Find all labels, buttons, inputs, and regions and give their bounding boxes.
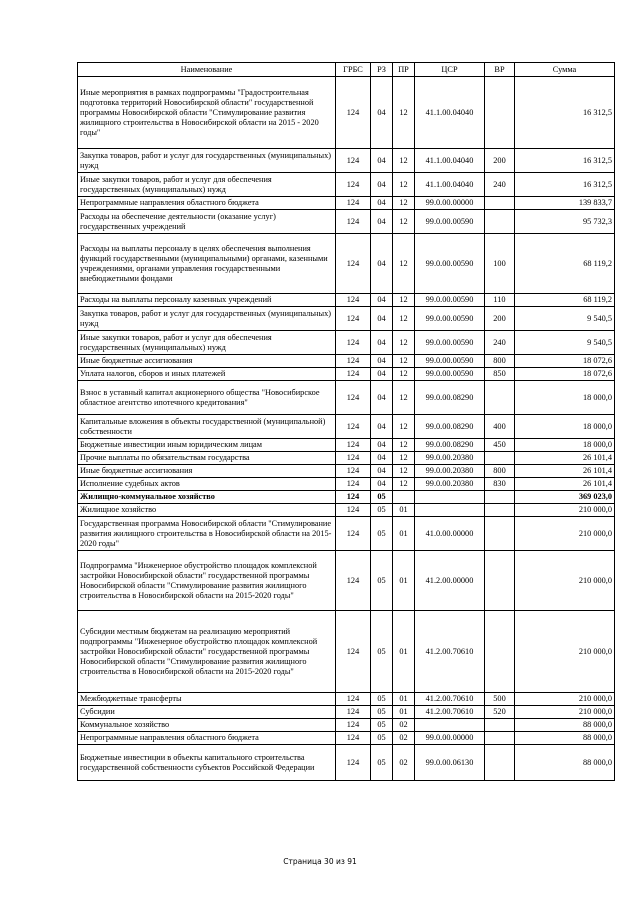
row-vr: 800 — [485, 465, 515, 478]
row-pr: 12 — [393, 234, 415, 294]
table-row — [78, 381, 615, 415]
table-row — [78, 517, 615, 551]
row-csr — [415, 719, 485, 732]
row-name: Уплата налогов, сборов и иных платежей — [78, 368, 336, 381]
row-grbs: 124 — [336, 465, 371, 478]
row-sum: 18 000,0 — [515, 381, 615, 415]
row-pr: 12 — [393, 331, 415, 355]
row-csr — [415, 504, 485, 517]
row-grbs: 124 — [336, 234, 371, 294]
row-name: Межбюджетные трансферты — [78, 693, 336, 706]
row-rz: 04 — [371, 234, 393, 294]
row-vr: 240 — [485, 331, 515, 355]
row-name: Закупка товаров, работ и услуг для государственных (муниципальных) нужд — [78, 307, 336, 331]
row-sum: 26 101,4 — [515, 478, 615, 491]
row-name: Иные бюджетные ассигнования — [78, 355, 336, 368]
row-pr: 12 — [393, 381, 415, 415]
row-pr: 12 — [393, 210, 415, 234]
table-row — [78, 693, 615, 706]
row-sum: 68 119,2 — [515, 234, 615, 294]
row-rz: 05 — [371, 693, 393, 706]
row-vr — [485, 745, 515, 781]
row-name: Бюджетные инвестиции в объекты капитального строительства государственной собственности субъектов Российской Федерации — [78, 745, 336, 781]
row-rz: 05 — [371, 611, 393, 693]
column-header: ГРБС — [336, 63, 371, 77]
row-grbs: 124 — [336, 77, 371, 149]
row-pr: 12 — [393, 294, 415, 307]
row-name: Расходы на обеспечение деятельности (оказание услуг) государственных учреждений — [78, 210, 336, 234]
row-csr: 41.2.00.00000 — [415, 551, 485, 611]
row-name: Исполнение судебных актов — [78, 478, 336, 491]
row-csr: 41.1.00.04040 — [415, 149, 485, 173]
row-sum: 18 072,6 — [515, 368, 615, 381]
table-row — [78, 368, 615, 381]
table-row — [78, 491, 615, 504]
table-row — [78, 234, 615, 294]
row-name: Непрограммные направления областного бюджета — [78, 197, 336, 210]
row-pr: 01 — [393, 504, 415, 517]
row-name: Жилищное хозяйство — [78, 504, 336, 517]
row-rz: 04 — [371, 197, 393, 210]
table-row — [78, 504, 615, 517]
row-name: Расходы на выплаты персоналу казенных учреждений — [78, 294, 336, 307]
row-sum: 210 000,0 — [515, 551, 615, 611]
row-vr — [485, 504, 515, 517]
row-pr: 02 — [393, 745, 415, 781]
row-pr: 01 — [393, 693, 415, 706]
row-vr — [485, 452, 515, 465]
row-rz: 05 — [371, 551, 393, 611]
row-vr — [485, 381, 515, 415]
row-name: Иные закупки товаров, работ и услуг для обеспечения государственных (муниципальных) нужд — [78, 173, 336, 197]
row-rz: 04 — [371, 381, 393, 415]
row-rz: 04 — [371, 439, 393, 452]
row-grbs: 124 — [336, 693, 371, 706]
row-name: Иные бюджетные ассигнования — [78, 465, 336, 478]
row-rz: 05 — [371, 504, 393, 517]
row-pr: 01 — [393, 551, 415, 611]
row-rz: 04 — [371, 331, 393, 355]
row-sum: 139 833,7 — [515, 197, 615, 210]
row-csr: 99.0.00.08290 — [415, 439, 485, 452]
row-rz: 04 — [371, 465, 393, 478]
table-row — [78, 478, 615, 491]
row-sum: 88 000,0 — [515, 745, 615, 781]
table-row — [78, 745, 615, 781]
row-vr — [485, 732, 515, 745]
row-sum: 26 101,4 — [515, 465, 615, 478]
table-row — [78, 307, 615, 331]
row-grbs: 124 — [336, 517, 371, 551]
row-csr: 41.0.00.00000 — [415, 517, 485, 551]
row-sum: 9 540,5 — [515, 331, 615, 355]
table-row — [78, 551, 615, 611]
row-vr — [485, 517, 515, 551]
row-grbs: 124 — [336, 706, 371, 719]
row-vr — [485, 77, 515, 149]
row-grbs: 124 — [336, 415, 371, 439]
row-sum: 88 000,0 — [515, 719, 615, 732]
row-csr — [415, 491, 485, 504]
row-grbs: 124 — [336, 491, 371, 504]
row-name: Иные мероприятия в рамках подпрограммы "Градостроительная подготовка территорий Новосибирской области" государственной программы Новосибирской области "Стимулирование развития жилищного строительства в Новосибирской области на 2015 - 2020 годы" — [78, 77, 336, 149]
row-vr: 850 — [485, 368, 515, 381]
column-header: РЗ — [371, 63, 393, 77]
row-grbs: 124 — [336, 611, 371, 693]
row-csr: 99.0.00.20380 — [415, 478, 485, 491]
row-name: Расходы на выплаты персоналу в целях обеспечения выполнения функций государственными (муниципальными) органами, казенными учреждениями, органами управления государственными внебюджетными фондами — [78, 234, 336, 294]
row-vr — [485, 210, 515, 234]
row-csr: 99.0.00.00000 — [415, 732, 485, 745]
row-grbs: 124 — [336, 173, 371, 197]
row-csr: 99.0.00.00590 — [415, 331, 485, 355]
row-sum: 18 000,0 — [515, 415, 615, 439]
row-pr: 01 — [393, 706, 415, 719]
row-pr: 12 — [393, 465, 415, 478]
row-pr: 12 — [393, 415, 415, 439]
row-sum: 18 072,6 — [515, 355, 615, 368]
table-row — [78, 197, 615, 210]
row-csr: 99.0.00.00590 — [415, 210, 485, 234]
table-row — [78, 77, 615, 149]
row-sum: 88 000,0 — [515, 732, 615, 745]
table-row — [78, 706, 615, 719]
row-pr: 12 — [393, 77, 415, 149]
row-name: Подпрограмма "Инженерное обустройство площадок комплексной застройки Новосибирской области" государственной программы Новосибирской области "Стимулирование развития жилищного строительства в Новосибирской области на 2015-2020 годы" — [78, 551, 336, 611]
row-rz: 04 — [371, 77, 393, 149]
row-vr — [485, 197, 515, 210]
row-vr — [485, 551, 515, 611]
row-vr: 110 — [485, 294, 515, 307]
row-sum: 18 000,0 — [515, 439, 615, 452]
column-header: ВР — [485, 63, 515, 77]
row-grbs: 124 — [336, 504, 371, 517]
row-csr: 99.0.00.20380 — [415, 452, 485, 465]
row-grbs: 124 — [336, 439, 371, 452]
row-csr: 99.0.00.00590 — [415, 368, 485, 381]
row-sum: 95 732,3 — [515, 210, 615, 234]
row-grbs: 124 — [336, 368, 371, 381]
row-grbs: 124 — [336, 551, 371, 611]
row-grbs: 124 — [336, 331, 371, 355]
row-name: Прочие выплаты по обязательствам государства — [78, 452, 336, 465]
row-vr: 450 — [485, 439, 515, 452]
row-grbs: 124 — [336, 294, 371, 307]
row-rz: 04 — [371, 210, 393, 234]
row-grbs: 124 — [336, 745, 371, 781]
row-rz: 05 — [371, 491, 393, 504]
row-vr: 500 — [485, 693, 515, 706]
row-grbs: 124 — [336, 452, 371, 465]
row-sum: 9 540,5 — [515, 307, 615, 331]
row-pr: 12 — [393, 478, 415, 491]
table-row — [78, 331, 615, 355]
column-header: Сумма — [515, 63, 615, 77]
row-grbs: 124 — [336, 478, 371, 491]
row-sum: 210 000,0 — [515, 706, 615, 719]
row-csr: 41.1.00.04040 — [415, 173, 485, 197]
row-vr: 200 — [485, 149, 515, 173]
row-vr: 400 — [485, 415, 515, 439]
row-grbs: 124 — [336, 732, 371, 745]
row-pr: 12 — [393, 197, 415, 210]
row-grbs: 124 — [336, 149, 371, 173]
table-row — [78, 173, 615, 197]
row-sum: 369 023,0 — [515, 491, 615, 504]
row-csr: 99.0.00.00590 — [415, 234, 485, 294]
row-grbs: 124 — [336, 355, 371, 368]
budget-table — [77, 62, 615, 781]
row-csr: 99.0.00.08290 — [415, 415, 485, 439]
row-rz: 05 — [371, 745, 393, 781]
row-vr — [485, 491, 515, 504]
row-sum: 26 101,4 — [515, 452, 615, 465]
row-name: Непрограммные направления областного бюджета — [78, 732, 336, 745]
row-csr: 41.2.00.70610 — [415, 706, 485, 719]
table-row — [78, 719, 615, 732]
table-row — [78, 439, 615, 452]
row-pr: 12 — [393, 439, 415, 452]
row-rz: 05 — [371, 732, 393, 745]
row-csr: 99.0.00.08290 — [415, 381, 485, 415]
row-sum: 16 312,5 — [515, 173, 615, 197]
row-vr: 240 — [485, 173, 515, 197]
table-row — [78, 294, 615, 307]
row-grbs: 124 — [336, 210, 371, 234]
column-header: Наименование — [78, 63, 336, 77]
row-rz: 04 — [371, 368, 393, 381]
row-pr: 12 — [393, 368, 415, 381]
row-rz: 04 — [371, 149, 393, 173]
row-rz: 04 — [371, 173, 393, 197]
row-sum: 16 312,5 — [515, 149, 615, 173]
table-row — [78, 611, 615, 693]
row-csr: 99.0.00.00000 — [415, 197, 485, 210]
row-csr: 99.0.00.00590 — [415, 307, 485, 331]
row-name: Иные закупки товаров, работ и услуг для обеспечения государственных (муниципальных) нужд — [78, 331, 336, 355]
row-grbs: 124 — [336, 381, 371, 415]
row-name: Жилищно-коммунальное хозяйство — [78, 491, 336, 504]
row-rz: 05 — [371, 517, 393, 551]
row-grbs: 124 — [336, 719, 371, 732]
row-name: Субсидии — [78, 706, 336, 719]
row-name: Субсидии местным бюджетам на реализацию мероприятий подпрограммы "Инженерное обустройство площадок комплексной застройки Новосибирской области" государственной программы Новосибирской области "Стимулирование развития жилищного строительства в Новосибирской области на 2015-2020 годы" — [78, 611, 336, 693]
row-csr: 41.1.00.04040 — [415, 77, 485, 149]
row-pr: 12 — [393, 149, 415, 173]
row-vr: 830 — [485, 478, 515, 491]
row-csr: 99.0.00.00590 — [415, 355, 485, 368]
row-sum: 68 119,2 — [515, 294, 615, 307]
table-row — [78, 415, 615, 439]
column-header: ЦСР — [415, 63, 485, 77]
row-name: Государственная программа Новосибирской области "Стимулирование развития жилищного строительства в Новосибирской области на 2015-2020 годы" — [78, 517, 336, 551]
row-vr: 520 — [485, 706, 515, 719]
row-csr: 41.2.00.70610 — [415, 611, 485, 693]
row-csr: 99.0.00.06130 — [415, 745, 485, 781]
row-pr: 01 — [393, 517, 415, 551]
row-pr: 12 — [393, 452, 415, 465]
row-rz: 05 — [371, 706, 393, 719]
table-row — [78, 210, 615, 234]
row-vr: 100 — [485, 234, 515, 294]
row-pr: 12 — [393, 355, 415, 368]
row-csr: 99.0.00.20380 — [415, 465, 485, 478]
table-row — [78, 452, 615, 465]
row-csr: 41.2.00.70610 — [415, 693, 485, 706]
row-rz: 04 — [371, 415, 393, 439]
row-pr: 01 — [393, 611, 415, 693]
page-number: Страница 30 из 91 — [283, 857, 357, 866]
row-grbs: 124 — [336, 197, 371, 210]
row-rz: 04 — [371, 307, 393, 331]
table-row — [78, 465, 615, 478]
table-row — [78, 355, 615, 368]
row-csr: 99.0.00.00590 — [415, 294, 485, 307]
row-pr: 12 — [393, 173, 415, 197]
row-rz: 04 — [371, 452, 393, 465]
row-vr: 200 — [485, 307, 515, 331]
header-row — [78, 63, 615, 77]
row-sum: 210 000,0 — [515, 517, 615, 551]
row-sum: 210 000,0 — [515, 504, 615, 517]
row-pr — [393, 491, 415, 504]
row-name: Коммунальное хозяйство — [78, 719, 336, 732]
row-pr: 12 — [393, 307, 415, 331]
row-name: Взнос в уставный капитал акционерного общества "Новосибирское областное агентство ипотечного кредитования" — [78, 381, 336, 415]
row-sum: 16 312,5 — [515, 77, 615, 149]
row-vr — [485, 611, 515, 693]
row-rz: 04 — [371, 294, 393, 307]
row-vr: 800 — [485, 355, 515, 368]
row-rz: 05 — [371, 719, 393, 732]
table-row — [78, 149, 615, 173]
row-name: Закупка товаров, работ и услуг для государственных (муниципальных) нужд — [78, 149, 336, 173]
row-sum: 210 000,0 — [515, 611, 615, 693]
row-name: Капитальные вложения в объекты государственной (муниципальной) собственности — [78, 415, 336, 439]
row-sum: 210 000,0 — [515, 693, 615, 706]
table-row — [78, 732, 615, 745]
row-rz: 04 — [371, 355, 393, 368]
row-grbs: 124 — [336, 307, 371, 331]
row-vr — [485, 719, 515, 732]
row-name: Бюджетные инвестиции иным юридическим лицам — [78, 439, 336, 452]
row-pr: 02 — [393, 719, 415, 732]
column-header: ПР — [393, 63, 415, 77]
row-rz: 04 — [371, 478, 393, 491]
row-pr: 02 — [393, 732, 415, 745]
